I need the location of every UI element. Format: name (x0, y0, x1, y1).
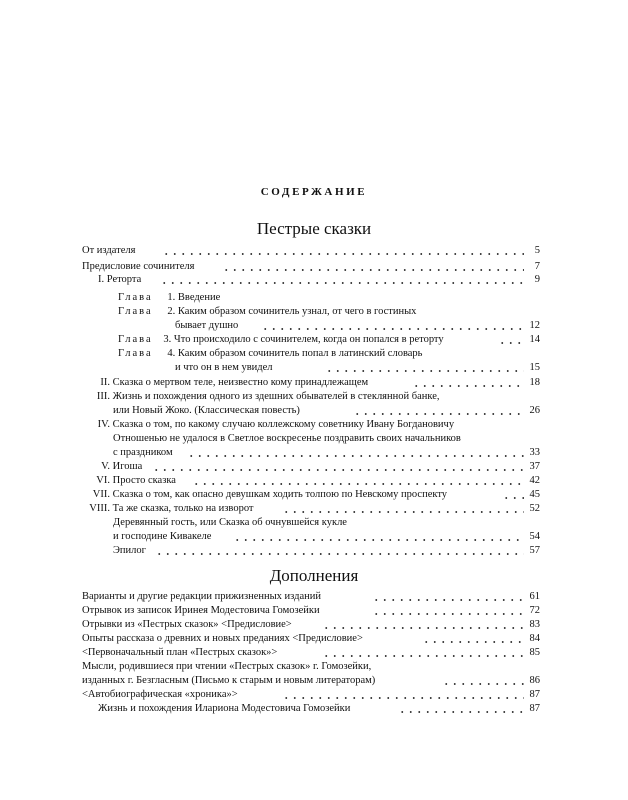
toc-entry[interactable] (82, 260, 540, 274)
entry-title-cont: с праздником (113, 447, 173, 458)
entry-title: Сказка о мертвом теле, неизвестно кому принадлежащем (112, 377, 369, 388)
leader-dots (162, 253, 524, 255)
roman-numeral: IV. (97, 419, 110, 430)
entry-title: Деревянный гость, или Сказка об очнувшейся кукле (113, 517, 347, 528)
entry-title: Каким образом сочинитель узнал, от чего в гостиных (177, 306, 417, 317)
leader-dots (372, 613, 524, 615)
page-number: 7 (532, 260, 540, 274)
toc-entry-continuation[interactable] (175, 319, 540, 333)
entry-title: Варианты и другие редакции прижизненных изданий (82, 591, 321, 602)
toc-entry[interactable] (82, 418, 454, 432)
chapter-number: 4. (167, 348, 176, 359)
roman-numeral: III. (96, 391, 110, 402)
chapter-number: 2. (167, 306, 176, 317)
toc-entry-continuation[interactable] (82, 674, 540, 688)
page-number: 37 (527, 460, 541, 474)
entry-title-cont: и что он в нем увидел (175, 362, 273, 373)
leader-dots (233, 539, 524, 541)
entry-title: От издателя (82, 245, 136, 256)
leader-dots (442, 683, 524, 685)
leader-dots (155, 553, 524, 555)
leader-dots (422, 641, 524, 643)
leader-dots (187, 455, 524, 457)
leader-dots (353, 413, 524, 415)
chapter-entry[interactable] (118, 291, 220, 305)
contents-heading: СОДЕРЖАНИЕ (260, 186, 368, 198)
roman-numeral: VIII. (89, 503, 110, 514)
toc-entry[interactable] (82, 502, 540, 516)
page-number: 57 (527, 544, 541, 558)
page-number: 87 (527, 688, 541, 702)
page-number: 86 (527, 674, 541, 688)
leader-dots (502, 497, 524, 499)
entry-title: Отрывок из записок Иринея Модестовича Гомозейки (82, 605, 320, 616)
entry-title: Каким образом сочинитель попал в латинский словарь (177, 348, 423, 359)
roman-numeral: I. (98, 274, 105, 285)
entry-title: Игоша (112, 461, 143, 472)
entry-title: Сказка о том, по какому случаю коллежскому советнику Ивану Богдановичу (112, 419, 455, 430)
entry-title: Что происходило с сочинителем, когда он попался в реторту (173, 334, 444, 345)
page-number: 85 (527, 646, 541, 660)
toc-entry-continuation[interactable] (113, 530, 540, 544)
chapter-label: Глава (118, 348, 153, 359)
page-number: 72 (527, 604, 541, 618)
entry-title-cont: Отношенью не удалося в Светлое воскресенье поздравить своих начальников (113, 433, 461, 444)
chapter-label: Глава (118, 292, 153, 303)
leader-dots (222, 269, 524, 271)
chapter-number: 3. (163, 334, 172, 345)
page-number: 87 (527, 702, 541, 716)
toc-entry[interactable] (82, 376, 540, 390)
page-number: 26 (527, 404, 541, 418)
page-number: 33 (527, 446, 541, 460)
page-number: 84 (527, 632, 541, 646)
page-number: 5 (532, 244, 540, 258)
roman-numeral: V. (101, 461, 110, 472)
page-number: 18 (527, 376, 541, 390)
entry-title-cont: или Новый Жоко. (Классическая повесть) (113, 405, 300, 416)
roman-numeral: II. (100, 377, 110, 388)
page-number: 9 (532, 273, 540, 287)
page-number: 42 (527, 474, 541, 488)
toc-entry[interactable] (82, 604, 540, 618)
roman-numeral: VI. (96, 475, 110, 486)
toc-entry[interactable] (82, 646, 540, 660)
toc-entry[interactable] (82, 488, 540, 502)
entry-title: Та же сказка, только на изворот (112, 503, 254, 514)
entry-title: Жизнь и похождения одного из здешних обывателей в стеклянной банке, (112, 391, 440, 402)
entry-title: Сказка о том, как опасно девушкам ходить толпою по Невскому проспекту (112, 489, 448, 500)
chapter-entry[interactable] (118, 305, 416, 319)
entry-title: Опыты рассказа о древних и новых преданиях <Предисловие> (82, 633, 363, 644)
entry-title: Эпилог (113, 545, 146, 556)
toc-entry[interactable] (82, 244, 540, 258)
entry-title-cont: бывает душно (175, 320, 239, 331)
leader-dots (322, 655, 524, 657)
toc-entry-continuation[interactable] (175, 361, 540, 375)
page-number: 54 (527, 530, 541, 544)
leader-dots (192, 483, 524, 485)
leader-dots (372, 599, 524, 601)
toc-entry[interactable] (82, 460, 540, 474)
entry-title: Жизнь и похождения Илариона Модестовича Гомозейки (98, 703, 351, 714)
roman-numeral: VII. (92, 489, 110, 500)
toc-entry-continuation[interactable] (113, 446, 540, 460)
section-title-dopolneniya: Дополнения (269, 566, 359, 585)
entry-title-cont: изданных г. Безгласным (Письмо к старым и новым литераторам) (82, 675, 376, 686)
entry-title: Реторта (106, 274, 142, 285)
entry-title-cont: и господине Кивакеле (113, 531, 212, 542)
page-number: 52 (527, 502, 541, 516)
entry-title: Мысли, родившиеся при чтении «Пестрых сказок» г. Гомозейки, (82, 661, 372, 672)
chapter-entry[interactable] (118, 347, 422, 361)
toc-entry-continuation[interactable] (113, 404, 540, 418)
toc-entry[interactable] (113, 544, 540, 558)
leader-dots (325, 370, 524, 372)
toc-entry[interactable] (82, 590, 540, 604)
chapter-entry[interactable] (118, 333, 540, 347)
toc-entry[interactable] (82, 688, 540, 702)
leader-dots (160, 282, 524, 284)
leader-dots (282, 697, 524, 699)
chapter-label: Глава (118, 334, 153, 345)
section-title-pestrye-skazki: Пестрые сказки (256, 219, 372, 238)
leader-dots (322, 627, 524, 629)
entry-title: Просто сказка (112, 475, 176, 486)
page-number: 61 (527, 590, 541, 604)
leader-dots (412, 385, 524, 387)
entry-title: Введение (177, 292, 221, 303)
toc-entry[interactable] (82, 632, 540, 646)
toc-entry[interactable] (82, 390, 440, 404)
chapter-label: Глава (118, 306, 153, 317)
leader-dots (282, 511, 524, 513)
page-number: 15 (527, 361, 541, 375)
toc-entry[interactable] (98, 273, 540, 287)
entry-title: Отрывки из «Пестрых сказок» <Предисловие> (82, 619, 292, 630)
leader-dots (152, 469, 524, 471)
toc-entry[interactable] (82, 474, 540, 488)
page-number: 83 (527, 618, 541, 632)
entry-title: <Первоначальный план «Пестрых сказок»> (82, 647, 278, 658)
page-number: 12 (527, 319, 541, 333)
toc-entry[interactable] (82, 618, 540, 632)
page-number: 45 (527, 488, 541, 502)
leader-dots (261, 328, 524, 330)
page-number: 14 (527, 333, 541, 347)
leader-dots (498, 342, 524, 344)
entry-title: Предисловие сочинителя (82, 261, 195, 272)
toc-entry[interactable] (98, 702, 540, 716)
entry-title: <Автобиографическая «хроника»> (82, 689, 238, 700)
leader-dots (398, 711, 524, 713)
chapter-number: 1. (167, 292, 176, 303)
